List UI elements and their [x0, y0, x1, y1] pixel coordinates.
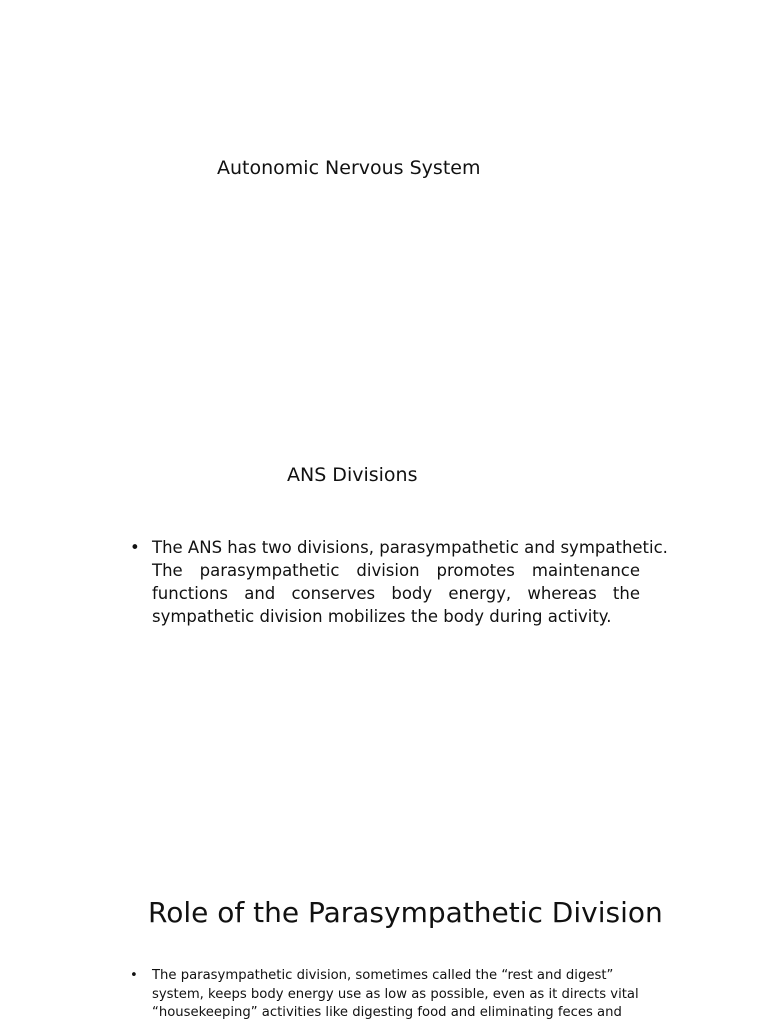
bullet-text-line: system, keeps body energy use as low as possible, even as it directs vital [152, 986, 639, 1002]
bullet-text-line: functions and conserves body energy, whereas the [152, 584, 640, 603]
bullet-marker: • [130, 538, 140, 557]
bullet-marker: • [130, 968, 138, 983]
parasympathetic-role-bullet-list [130, 967, 642, 1023]
bullet-text-line: sympathetic division mobilizes the body during activity. [152, 607, 612, 626]
slide-title-ans-divisions: ANS Divisions [287, 464, 418, 486]
bullet-text-line: The parasympathetic division promotes maintenance [152, 561, 640, 580]
slide-title-role-of-parasympathetic-division: Role of the Parasympathetic Division [148, 896, 663, 929]
list-item [130, 967, 642, 1023]
slide-title-autonomic-nervous-system: Autonomic Nervous System [217, 157, 481, 179]
list-item [130, 536, 668, 628]
bullet-text-line: The parasympathetic division, sometimes called the “rest and digest” [152, 968, 614, 983]
ans-divisions-bullet-list [130, 536, 668, 628]
bullet-text-line: “housekeeping” activities like digesting food and eliminating feces and [152, 1005, 622, 1020]
bullet-text-line: The ANS has two divisions, parasympathetic and sympathetic. [152, 538, 668, 557]
